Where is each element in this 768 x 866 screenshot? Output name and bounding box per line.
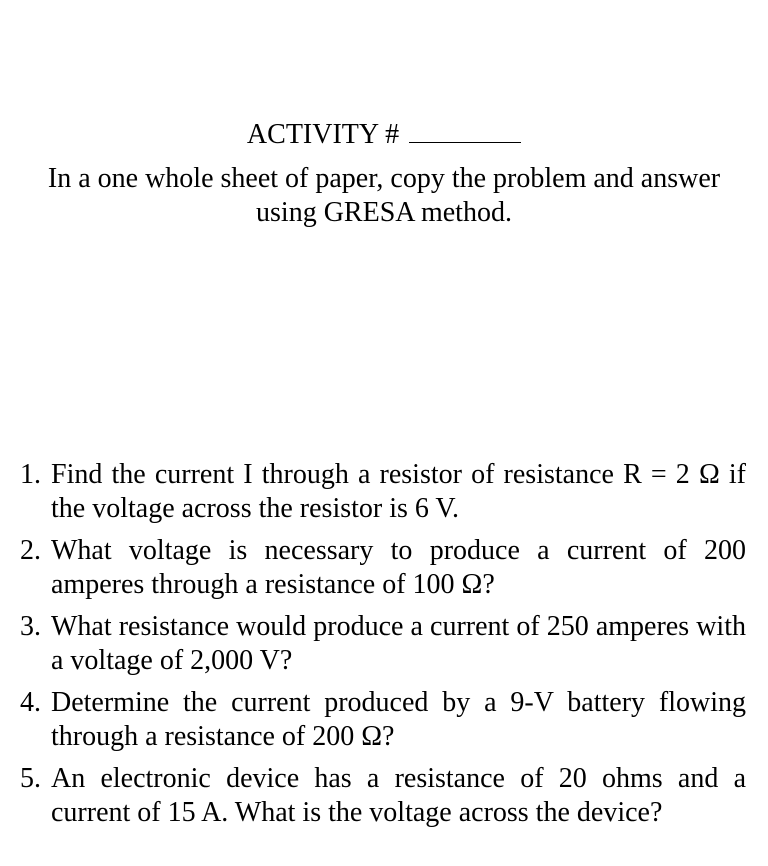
problem-item-1 [20, 458, 746, 526]
problem-text: What resistance would produce a current of 250 amperes with a voltage of 2,000 V? [51, 611, 746, 676]
problem-number: 1. [20, 459, 41, 490]
problem-item-4 [20, 686, 746, 754]
activity-instructions: In a one whole sheet of paper, copy the problem and answer using GRESA method. [47, 163, 721, 228]
problem-item-2 [20, 534, 746, 602]
problem-number: 2. [20, 535, 41, 566]
problem-item-5 [20, 762, 746, 830]
problem-text: Determine the current produced by a 9-V battery flowing through a resistance of 200 Ω? [51, 687, 746, 752]
activity-title-text: ACTIVITY # [246, 119, 400, 150]
problem-text: What voltage is necessary to produce a current of 200 amperes through a resistance of 100 Ω? [51, 535, 746, 600]
activity-title [0, 118, 768, 152]
problem-number: 3. [20, 611, 41, 642]
problem-text: An electronic device has a resistance of 20 ohms and a current of 15 A. What is the voltage across the device? [51, 763, 746, 828]
problem-item-3 [20, 610, 746, 678]
problem-list [20, 458, 746, 838]
activity-number-blank [409, 120, 521, 143]
problem-text: Find the current I through a resistor of resistance R = 2 Ω if the voltage across the resistor is 6 V. [51, 459, 746, 524]
problem-number: 5. [20, 763, 41, 794]
problem-number: 4. [20, 687, 41, 718]
